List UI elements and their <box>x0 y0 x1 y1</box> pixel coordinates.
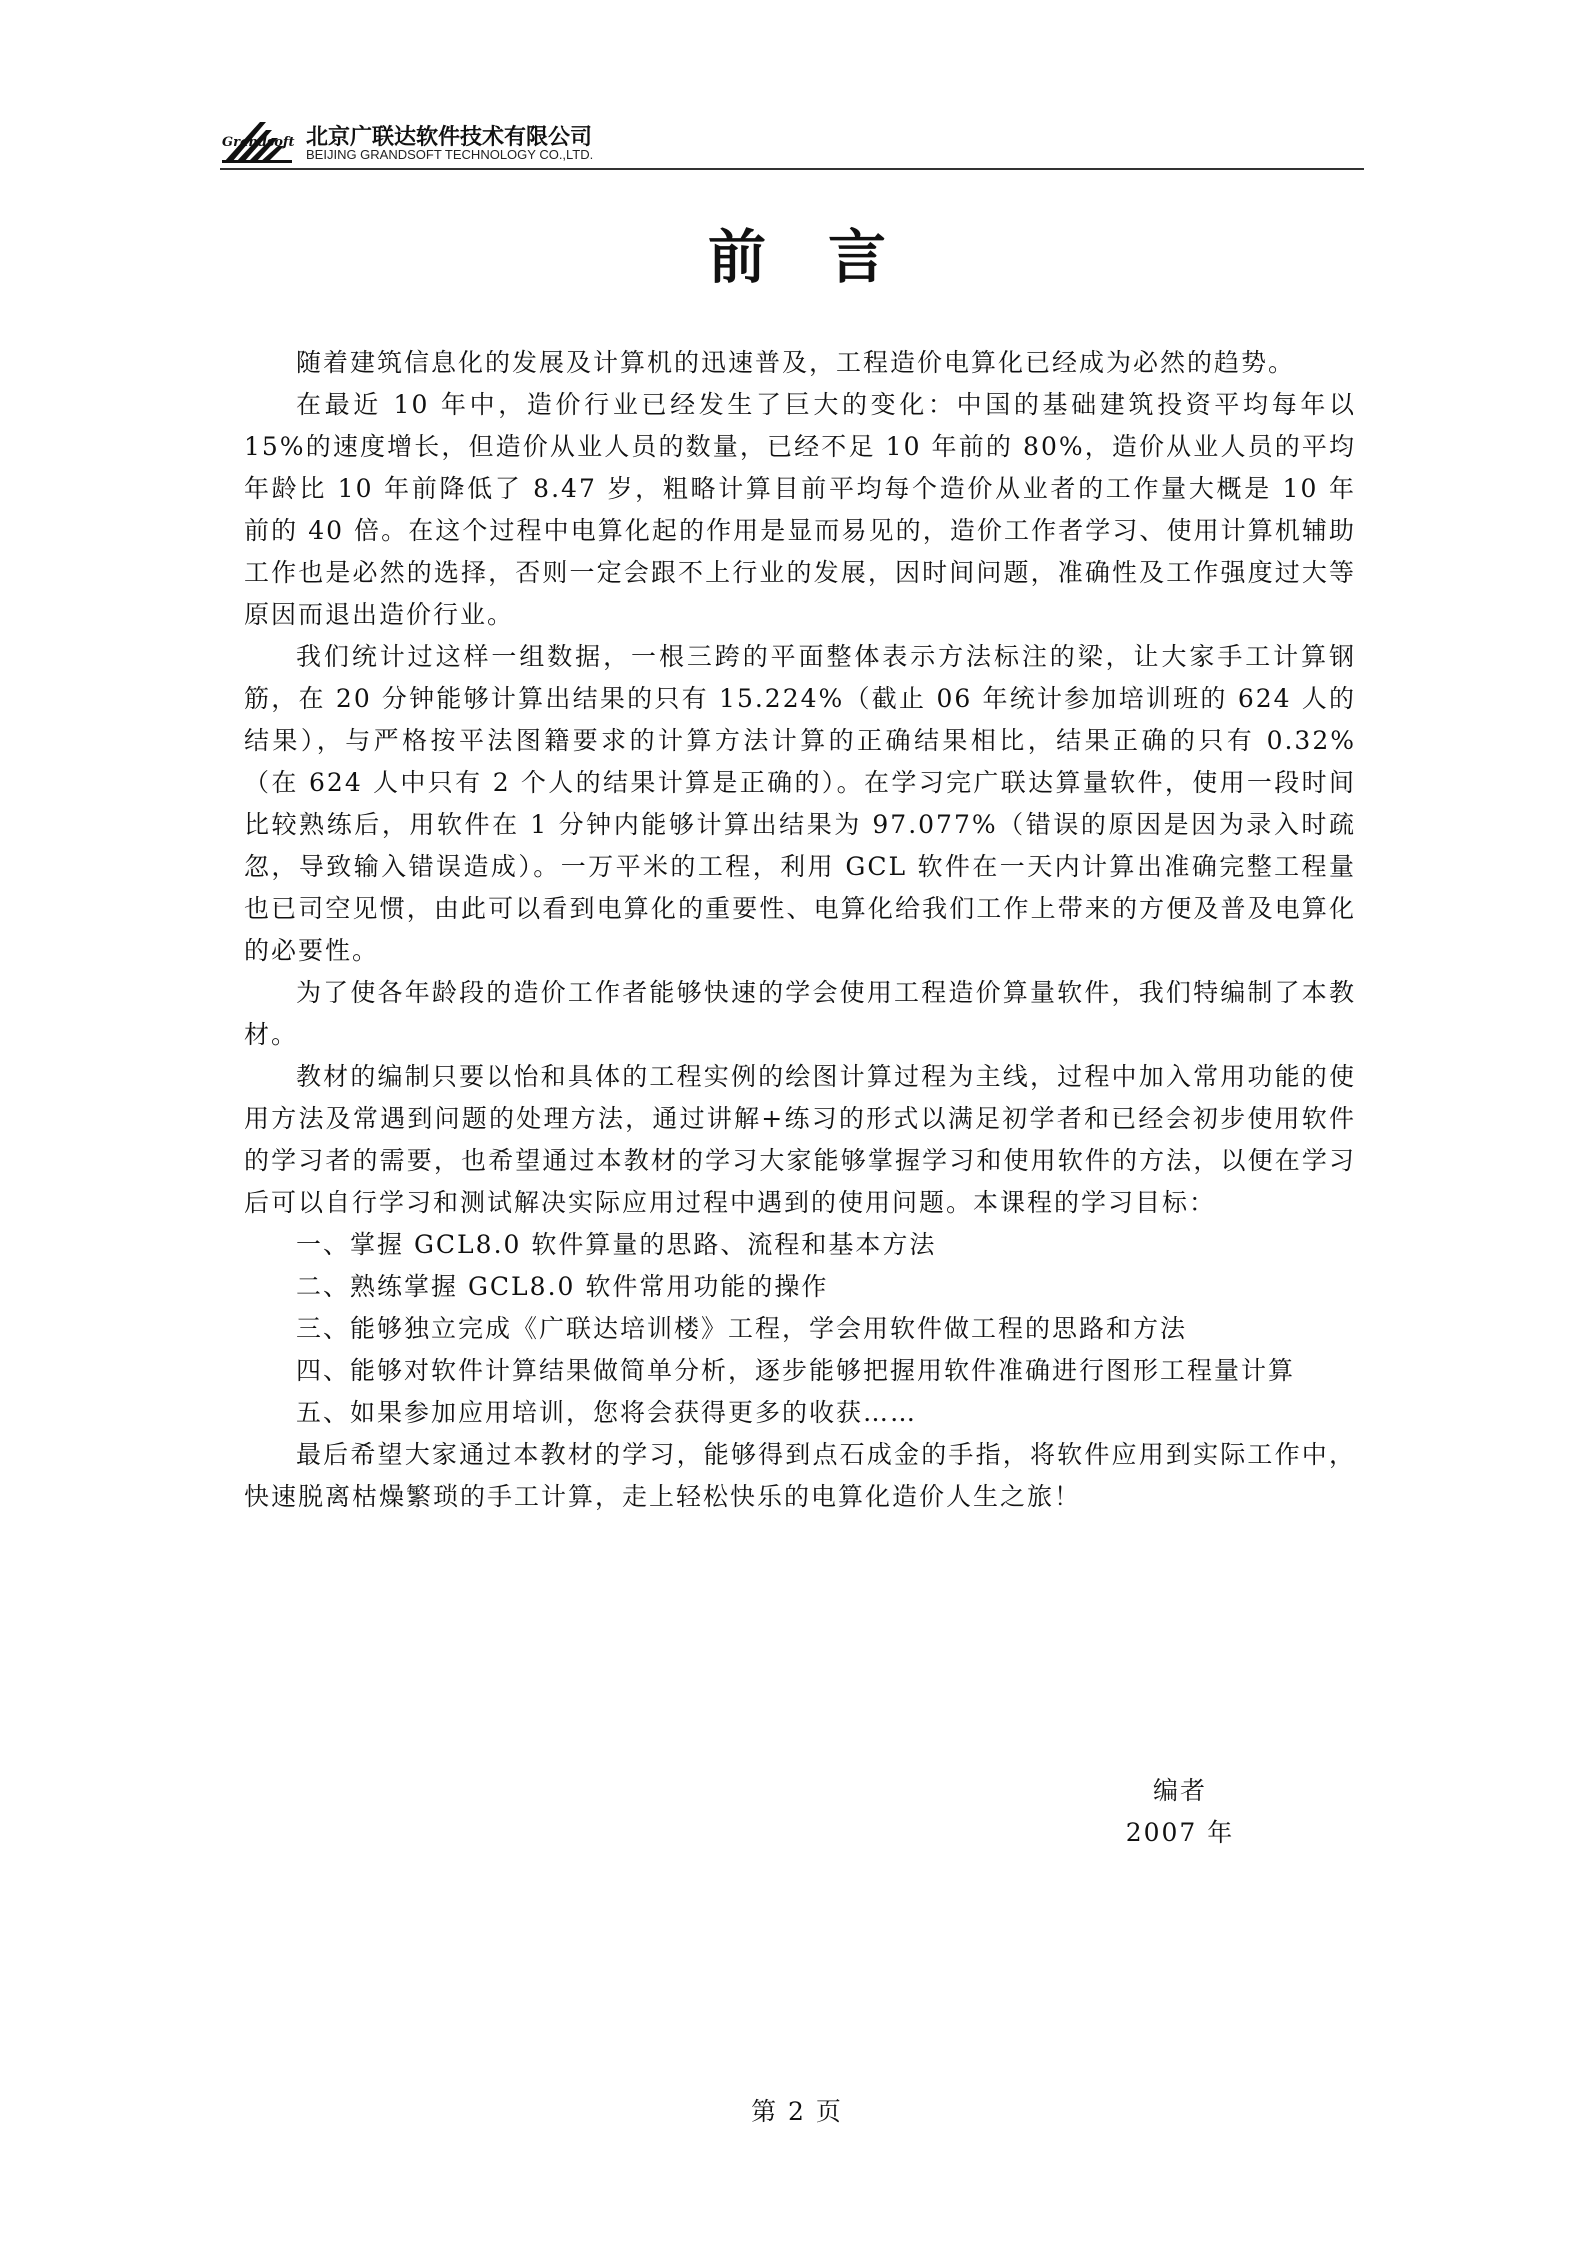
list-item-text: 能够对软件计算结果做简单分析，逐步能够把握用软件准确进行图形工程量计算 <box>350 1356 1296 1385</box>
company-name-cn: 北京广联达软件技术有限公司 <box>306 125 593 150</box>
grandsoft-logo-icon <box>220 116 300 166</box>
list-item-number: 五、 <box>296 1398 351 1427</box>
author-label: 编者 <box>1152 1776 1207 1805</box>
list-item-number: 一、 <box>296 1230 351 1259</box>
paragraph: 我们统计过这样一组数据，一根三跨的平面整体表示方法标注的梁，让大家手工计算钢筋，在 20 分钟能够计算出结果的只有 15.224%（截止 06 年统计参加培训班的 624 人的结果），与严格按平法图籍要求的计算方法计算的正确结果相比，结果正确的只有 0.32%（在 624 人中只有 2 个人的结果计算是正确的）。在学习完广联达算量软件，使用一段时间比较熟练后，用软件在 1 分钟内能够计算出结果为 97.077%（错误的原因是因为录入时疏忽，导致输入错误造成）。一万平米的工程，利用 GCL 软件在一天内计算出准确完整工程量也已司空见惯，由此可以看到电算化的重要性、电算化给我们工作上带来的方便及普及电算化的必要性。 <box>244 642 1356 965</box>
closing-paragraph: 最后希望大家通过本教材的学习，能够得到点石成金的手指，将软件应用到实际工作中，快速脱离枯燥繁琐的手工计算，走上轻松快乐的电算化造价人生之旅！ <box>244 1440 1356 1511</box>
list-item <box>296 1308 1356 1350</box>
learning-goals-list <box>244 1224 1356 1434</box>
list-item <box>296 1266 1356 1308</box>
logo-text: Grandsoft <box>222 135 295 150</box>
page-header <box>220 112 1364 172</box>
paragraph: 为了使各年龄段的造价工作者能够快速的学会使用工程造价算量软件，我们特编制了本教材。 <box>244 978 1356 1049</box>
paragraph: 随着建筑信息化的发展及计算机的迅速普及，工程造价电算化已经成为必然的趋势。 <box>296 348 1296 377</box>
paragraph: 在最近 10 年中，造价行业已经发生了巨大的变化：中国的基础建筑投资平均每年以 15%的速度增长，但造价从业人员的数量，已经不足 10 年前的 80%，造价从业人员的平均年龄比 10 年前降低了 8.47 岁，粗略计算目前平均每个造价从业者的工作量大概是 10 年前的 40 倍。在这个过程中电算化起的作用是显而易见的，造价工作者学习、使用计算机辅助工作也是必然的选择，否则一定会跟不上行业的发展，因时间问题，准确性及工作强度过大等原因而退出造价行业。 <box>244 390 1356 629</box>
signature-block <box>1100 1770 1260 1854</box>
paragraph: 教材的编制只要以怡和具体的工程实例的绘图计算过程为主线，过程中加入常用功能的使用方法及常遇到问题的处理方法，通过讲解+练习的形式以满足初学者和已经会初步使用软件的学习者的需要，也希望通过本教材的学习大家能够掌握学习和使用软件的方法，以便在学习后可以自行学习和测试解决实际应用过程中遇到的使用问题。本课程的学习目标： <box>244 1062 1356 1217</box>
list-item <box>296 1350 1356 1392</box>
list-item-text: 掌握 GCL8.0 软件算量的思路、流程和基本方法 <box>350 1230 937 1259</box>
list-item <box>296 1392 1356 1434</box>
preface-body <box>244 342 1356 1518</box>
list-item-number: 二、 <box>296 1272 351 1301</box>
page-number: 第 2 页 <box>751 2097 843 2126</box>
company-name-en: BEIJING GRANDSOFT TECHNOLOGY CO.,LTD. <box>306 147 594 162</box>
page-title: 前言 <box>707 223 948 291</box>
list-item-text: 如果参加应用培训，您将会获得更多的收获…… <box>350 1398 918 1427</box>
list-item-number: 四、 <box>296 1356 351 1385</box>
list-item-text: 能够独立完成《广联达培训楼》工程，学会用软件做工程的思路和方法 <box>350 1314 1188 1343</box>
list-item-text: 熟练掌握 GCL8.0 软件常用功能的操作 <box>350 1272 829 1301</box>
list-item <box>296 1224 1356 1266</box>
header-divider <box>220 168 1364 170</box>
signature-year: 2007 年 <box>1125 1818 1235 1847</box>
list-item-number: 三、 <box>296 1314 351 1343</box>
